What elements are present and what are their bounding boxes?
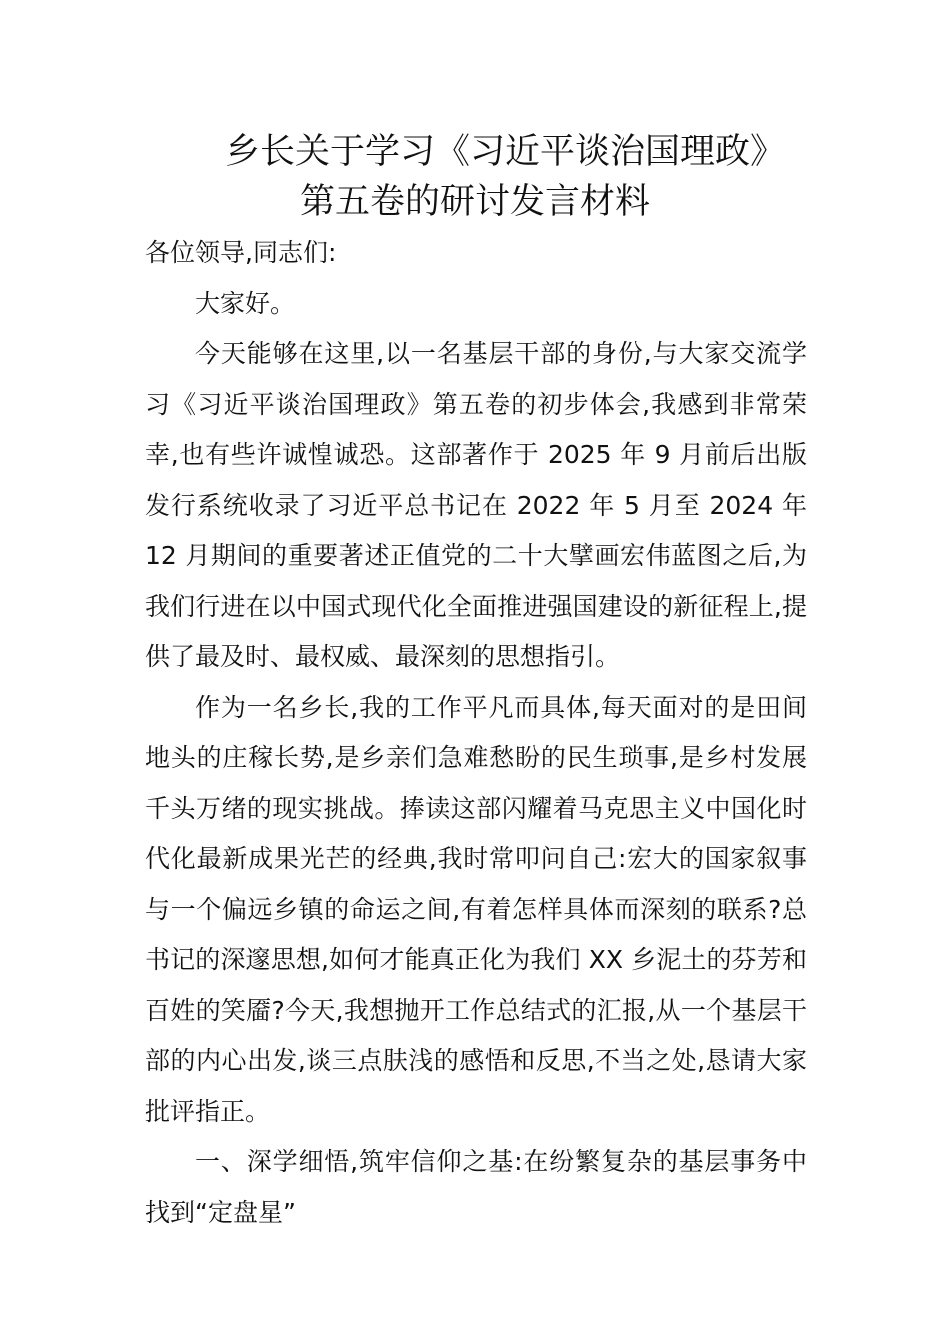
document-title-line1: 乡长关于学习《习近平谈治国理政》 [224,132,785,172]
paragraph-greeting: 大家好。 [195,288,296,318]
paragraph-intro: 今天能够在这里,以一名基层干部的身份,与大家交流学习《习近平谈治国理政》第五卷的初步体会,我感到非常荣幸,也有些许诚惶诚恐。这部著作于 2025 年 9 月前后出版发行系统收录了习近平总书记在 2022 年 5 月至 2024 年 12 月期间的重要著述正值党的二十大擘画宏伟蓝图之后,为我们行进在以中国式现代化全面推进强国建设的新征程上,提供了最及时、最权威、最深刻的思想指引。 [145,339,807,671]
paragraph-reflection: 作为一名乡长,我的工作平凡而具体,每天面对的是田间地头的庄稼长势,是乡亲们急难愁盼的民生琐事,是乡村发展千头万绪的现实挑战。捧读这部闪耀着马克思主义中国化时代化最新成果光芒的经典,我时常叩问自己:宏大的国家叙事与一个偏远乡镇的命运之间,有着怎样具体而深刻的联系?总书记的深邃思想,如何才能真正化为我们 XX 乡泥土的芬芳和百姓的笑靥?今天,我想抛开工作总结式的汇报,从一个基层干部的内心出发,谈三点肤浅的感悟和反思,不当之处,恳请大家批评指正。 [145,692,807,1126]
section-heading-1: 一、深学细悟,筑牢信仰之基:在纷繁复杂的基层事务中找到“定盘星” [145,1147,807,1227]
document-body [145,228,807,1238]
document-title-line2: 第五卷的研讨发言材料 [299,182,650,222]
salutation: 各位领导,同志们: [145,238,337,267]
